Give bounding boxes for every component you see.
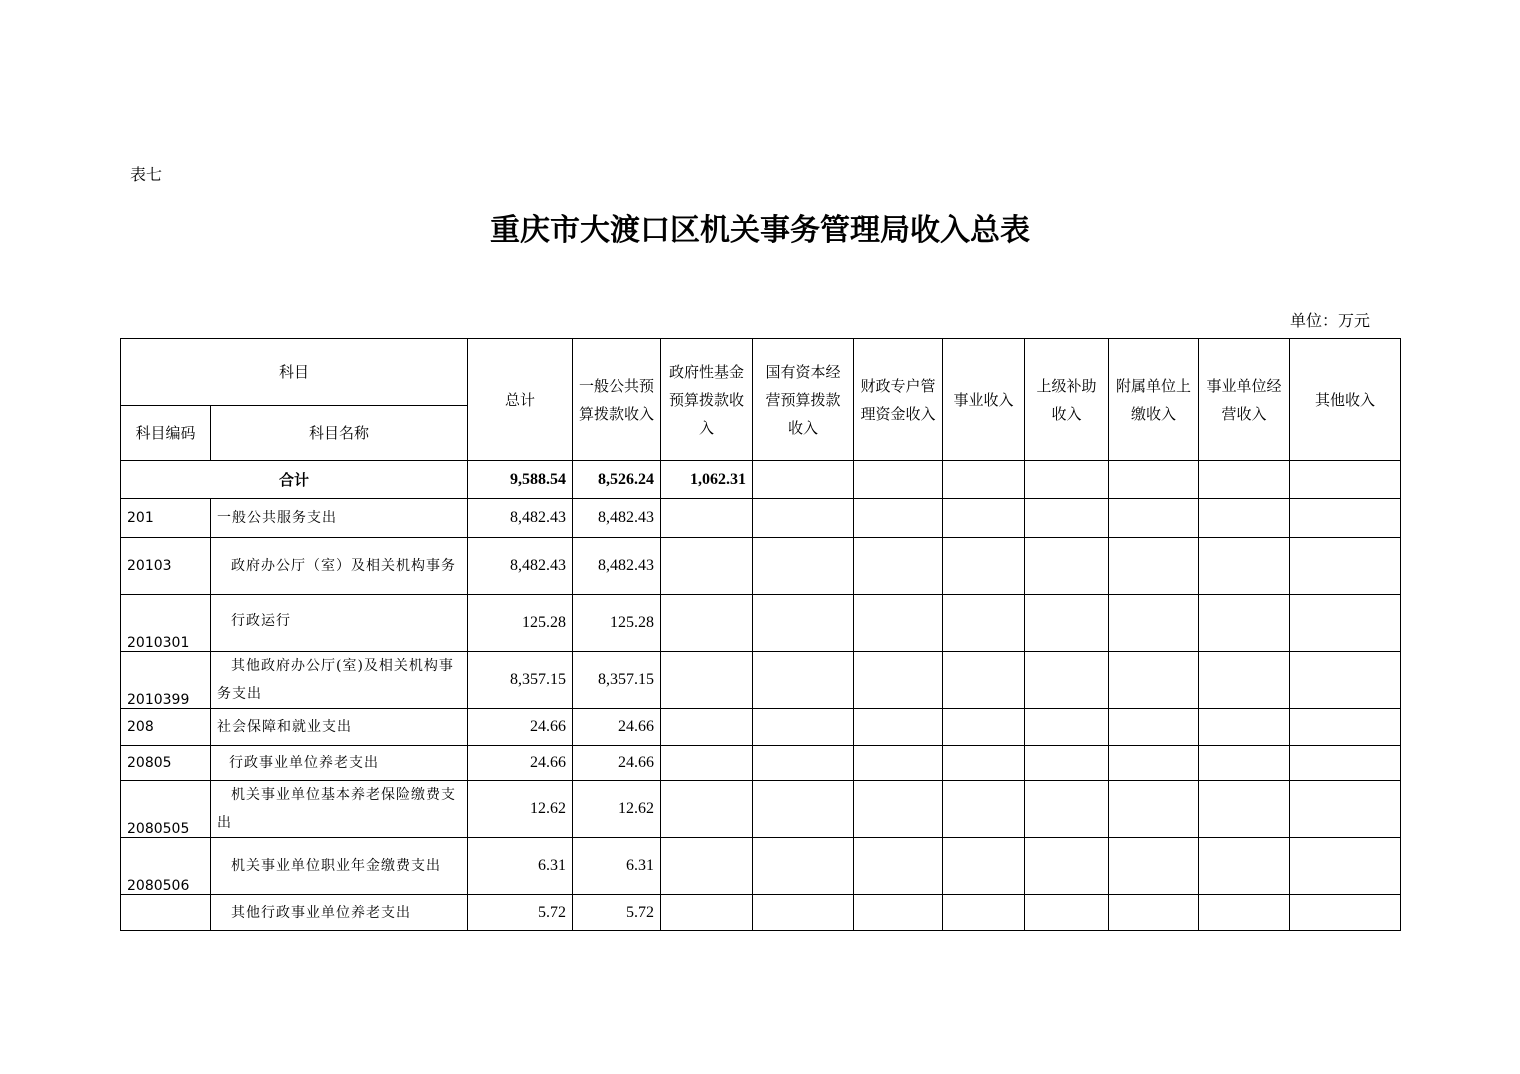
empty-cell xyxy=(1290,781,1401,838)
empty-cell xyxy=(1199,746,1290,781)
empty-cell xyxy=(1199,499,1290,538)
empty-cell xyxy=(943,746,1025,781)
row-general-budget: 24.66 xyxy=(573,709,661,746)
empty-cell xyxy=(1109,746,1199,781)
empty-cell xyxy=(943,595,1025,652)
row-code: 208 xyxy=(121,709,211,746)
empty-cell xyxy=(1199,461,1290,499)
empty-cell xyxy=(1199,838,1290,895)
empty-cell xyxy=(661,838,753,895)
empty-cell xyxy=(661,746,753,781)
empty-cell xyxy=(1290,499,1401,538)
row-name: 机关事业单位基本养老保险缴费支出 xyxy=(211,781,468,838)
empty-cell xyxy=(854,781,943,838)
header-other-income: 其他收入 xyxy=(1290,339,1401,461)
table-row xyxy=(121,746,1401,781)
row-general-budget: 8,482.43 xyxy=(573,499,661,538)
empty-cell xyxy=(1025,461,1109,499)
empty-cell xyxy=(1025,746,1109,781)
empty-cell xyxy=(943,781,1025,838)
row-total: 8,482.43 xyxy=(468,538,573,595)
empty-cell xyxy=(854,499,943,538)
empty-cell xyxy=(1109,838,1199,895)
row-code: 201 xyxy=(121,499,211,538)
empty-cell xyxy=(661,781,753,838)
empty-cell xyxy=(1109,709,1199,746)
header-business-income: 事业收入 xyxy=(943,339,1025,461)
table-row-total xyxy=(121,461,1401,499)
empty-cell xyxy=(1025,499,1109,538)
row-code: 2010301 xyxy=(121,595,211,652)
empty-cell xyxy=(753,746,854,781)
row-general-budget: 12.62 xyxy=(573,781,661,838)
empty-cell xyxy=(1199,538,1290,595)
empty-cell xyxy=(661,538,753,595)
total-cell-total: 9,588.54 xyxy=(468,461,573,499)
header-superior-subsidy: 上级补助收入 xyxy=(1025,339,1109,461)
row-total: 5.72 xyxy=(468,895,573,931)
table-row xyxy=(121,709,1401,746)
empty-cell xyxy=(1290,838,1401,895)
row-code: 20103 xyxy=(121,538,211,595)
empty-cell xyxy=(1109,895,1199,931)
empty-cell xyxy=(1109,652,1199,709)
empty-cell xyxy=(943,461,1025,499)
empty-cell xyxy=(1025,595,1109,652)
row-name: 一般公共服务支出 xyxy=(211,499,468,538)
row-name: 其他行政事业单位养老支出 xyxy=(211,895,468,931)
empty-cell xyxy=(1109,461,1199,499)
empty-cell xyxy=(1199,652,1290,709)
row-total: 24.66 xyxy=(468,709,573,746)
empty-cell xyxy=(854,746,943,781)
row-general-budget: 8,357.15 xyxy=(573,652,661,709)
header-subject: 科目 xyxy=(121,339,468,406)
empty-cell xyxy=(753,538,854,595)
table-row xyxy=(121,781,1401,838)
empty-cell xyxy=(854,461,943,499)
unit-label: 单位：万元 xyxy=(1290,311,1371,330)
empty-cell xyxy=(753,895,854,931)
empty-cell xyxy=(1290,746,1401,781)
empty-cell xyxy=(943,895,1025,931)
header-gov-fund: 政府性基金预算拨款收入 xyxy=(661,339,753,461)
empty-cell xyxy=(661,595,753,652)
empty-cell xyxy=(1290,595,1401,652)
row-name: 其他政府办公厅(室)及相关机构事务支出 xyxy=(211,652,468,709)
row-code: 2080505 xyxy=(121,781,211,838)
empty-cell xyxy=(943,538,1025,595)
header-subject-code: 科目编码 xyxy=(121,406,211,461)
empty-cell xyxy=(753,838,854,895)
table-number: 表七 xyxy=(130,165,163,184)
empty-cell xyxy=(1025,652,1109,709)
empty-cell xyxy=(1025,895,1109,931)
table-row xyxy=(121,838,1401,895)
row-total: 6.31 xyxy=(468,838,573,895)
row-general-budget: 6.31 xyxy=(573,838,661,895)
row-total: 8,482.43 xyxy=(468,499,573,538)
row-code: 2010399 xyxy=(121,652,211,709)
empty-cell xyxy=(661,709,753,746)
empty-cell xyxy=(1290,652,1401,709)
empty-cell xyxy=(753,709,854,746)
empty-cell xyxy=(1109,499,1199,538)
empty-cell xyxy=(753,499,854,538)
empty-cell xyxy=(943,499,1025,538)
document-title: 重庆市大渡口区机关事务管理局收入总表 xyxy=(490,213,1030,248)
empty-cell xyxy=(1290,709,1401,746)
empty-cell xyxy=(854,652,943,709)
empty-cell xyxy=(1025,709,1109,746)
empty-cell xyxy=(661,499,753,538)
total-label: 合计 xyxy=(121,461,468,499)
header-general-budget: 一般公共预算拨款收入 xyxy=(573,339,661,461)
row-total: 12.62 xyxy=(468,781,573,838)
table-row xyxy=(121,595,1401,652)
table-row xyxy=(121,895,1401,931)
row-general-budget: 24.66 xyxy=(573,746,661,781)
empty-cell xyxy=(943,652,1025,709)
empty-cell xyxy=(1290,461,1401,499)
total-cell-gov-fund: 1,062.31 xyxy=(661,461,753,499)
row-name: 社会保障和就业支出 xyxy=(211,709,468,746)
empty-cell xyxy=(854,538,943,595)
empty-cell xyxy=(854,895,943,931)
row-name: 机关事业单位职业年金缴费支出 xyxy=(211,838,468,895)
row-code xyxy=(121,895,211,931)
row-name: 政府办公厅（室）及相关机构事务 xyxy=(211,538,468,595)
empty-cell xyxy=(1199,709,1290,746)
empty-cell xyxy=(1199,781,1290,838)
empty-cell xyxy=(661,652,753,709)
empty-cell xyxy=(854,595,943,652)
row-name: 行政事业单位养老支出 xyxy=(211,746,468,781)
empty-cell xyxy=(1290,895,1401,931)
header-total: 总计 xyxy=(468,339,573,461)
table-row xyxy=(121,538,1401,595)
row-code: 2080506 xyxy=(121,838,211,895)
empty-cell xyxy=(1109,781,1199,838)
empty-cell xyxy=(1025,538,1109,595)
row-code: 20805 xyxy=(121,746,211,781)
row-name: 行政运行 xyxy=(211,595,468,652)
total-cell-general-budget: 8,526.24 xyxy=(573,461,661,499)
empty-cell xyxy=(1109,595,1199,652)
table-row xyxy=(121,499,1401,538)
empty-cell xyxy=(753,461,854,499)
empty-cell xyxy=(1025,838,1109,895)
row-total: 8,357.15 xyxy=(468,652,573,709)
row-general-budget: 8,482.43 xyxy=(573,538,661,595)
empty-cell xyxy=(943,838,1025,895)
header-operating-income: 事业单位经营收入 xyxy=(1199,339,1290,461)
empty-cell xyxy=(943,709,1025,746)
table-row xyxy=(121,652,1401,709)
row-general-budget: 5.72 xyxy=(573,895,661,931)
empty-cell xyxy=(1109,538,1199,595)
empty-cell xyxy=(753,595,854,652)
empty-cell xyxy=(1025,781,1109,838)
empty-cell xyxy=(753,781,854,838)
header-fiscal-special: 财政专户管理资金收入 xyxy=(854,339,943,461)
header-affiliated-income: 附属单位上缴收入 xyxy=(1109,339,1199,461)
empty-cell xyxy=(1199,595,1290,652)
empty-cell xyxy=(854,709,943,746)
header-subject-name: 科目名称 xyxy=(211,406,468,461)
empty-cell xyxy=(1290,538,1401,595)
empty-cell xyxy=(854,838,943,895)
empty-cell xyxy=(1199,895,1290,931)
row-total: 125.28 xyxy=(468,595,573,652)
empty-cell xyxy=(753,652,854,709)
row-general-budget: 125.28 xyxy=(573,595,661,652)
empty-cell xyxy=(661,895,753,931)
header-state-capital: 国有资本经营预算拨款收入 xyxy=(753,339,854,461)
income-table xyxy=(120,338,1401,931)
row-total: 24.66 xyxy=(468,746,573,781)
